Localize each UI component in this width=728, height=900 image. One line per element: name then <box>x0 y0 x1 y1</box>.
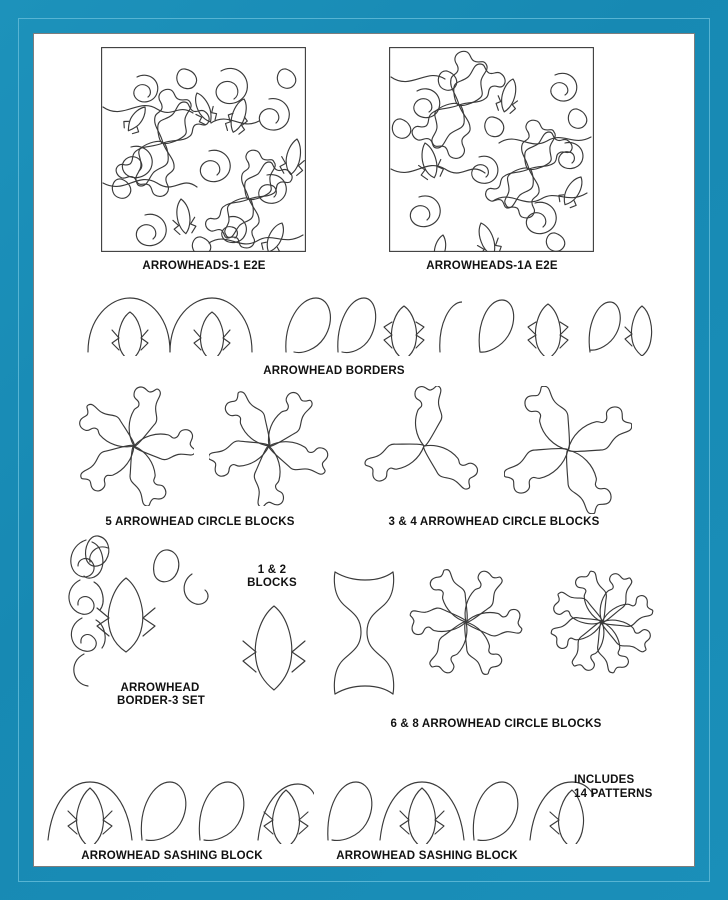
label-e2e-left: ARROWHEADS-1 E2E <box>142 260 266 272</box>
label-sashing-left: ARROWHEAD SASHING BLOCK <box>81 850 263 862</box>
circle-block-5b <box>209 386 329 506</box>
e2e-panel-left <box>101 47 306 252</box>
label-includes-line2: 14 PATTERNS <box>574 788 653 800</box>
circle-block-3 <box>364 386 484 506</box>
label-blocks-12-line2: BLOCKS <box>247 577 297 589</box>
e2e-panel-right <box>389 47 594 252</box>
circle-block-8 <box>542 562 662 682</box>
label-includes-line1: INCLUDES <box>574 774 635 786</box>
pattern-sheet <box>33 33 695 867</box>
label-circle-blocks-34: 3 & 4 ARROWHEAD CIRCLE BLOCKS <box>388 516 600 528</box>
border-3-set <box>46 534 236 694</box>
sashing-block-left <box>44 754 314 844</box>
label-circle-blocks-5: 5 ARROWHEAD CIRCLE BLOCKS <box>105 516 295 528</box>
label-borders: ARROWHEAD BORDERS <box>263 365 405 377</box>
label-e2e-right: ARROWHEADS-1A E2E <box>426 260 558 272</box>
sashing-block-right <box>324 754 594 844</box>
border-pattern-1 <box>84 290 264 356</box>
label-sashing-right: ARROWHEAD SASHING BLOCK <box>336 850 518 862</box>
block-2-hourglass <box>319 566 409 711</box>
border-pattern-3 <box>474 290 654 356</box>
circle-block-5a <box>74 386 194 506</box>
circle-block-4 <box>504 386 632 514</box>
circle-block-6 <box>406 562 526 682</box>
label-circle-blocks-68: 6 & 8 ARROWHEAD CIRCLE BLOCKS <box>390 718 602 730</box>
border-pattern-2 <box>282 290 462 356</box>
label-blocks-12-line1: 1 & 2 <box>257 564 287 576</box>
block-1-arrowhead <box>230 596 318 706</box>
label-border3-set-line2: BORDER-3 SET <box>116 695 206 707</box>
label-border3-set-line1: ARROWHEAD <box>120 682 200 694</box>
